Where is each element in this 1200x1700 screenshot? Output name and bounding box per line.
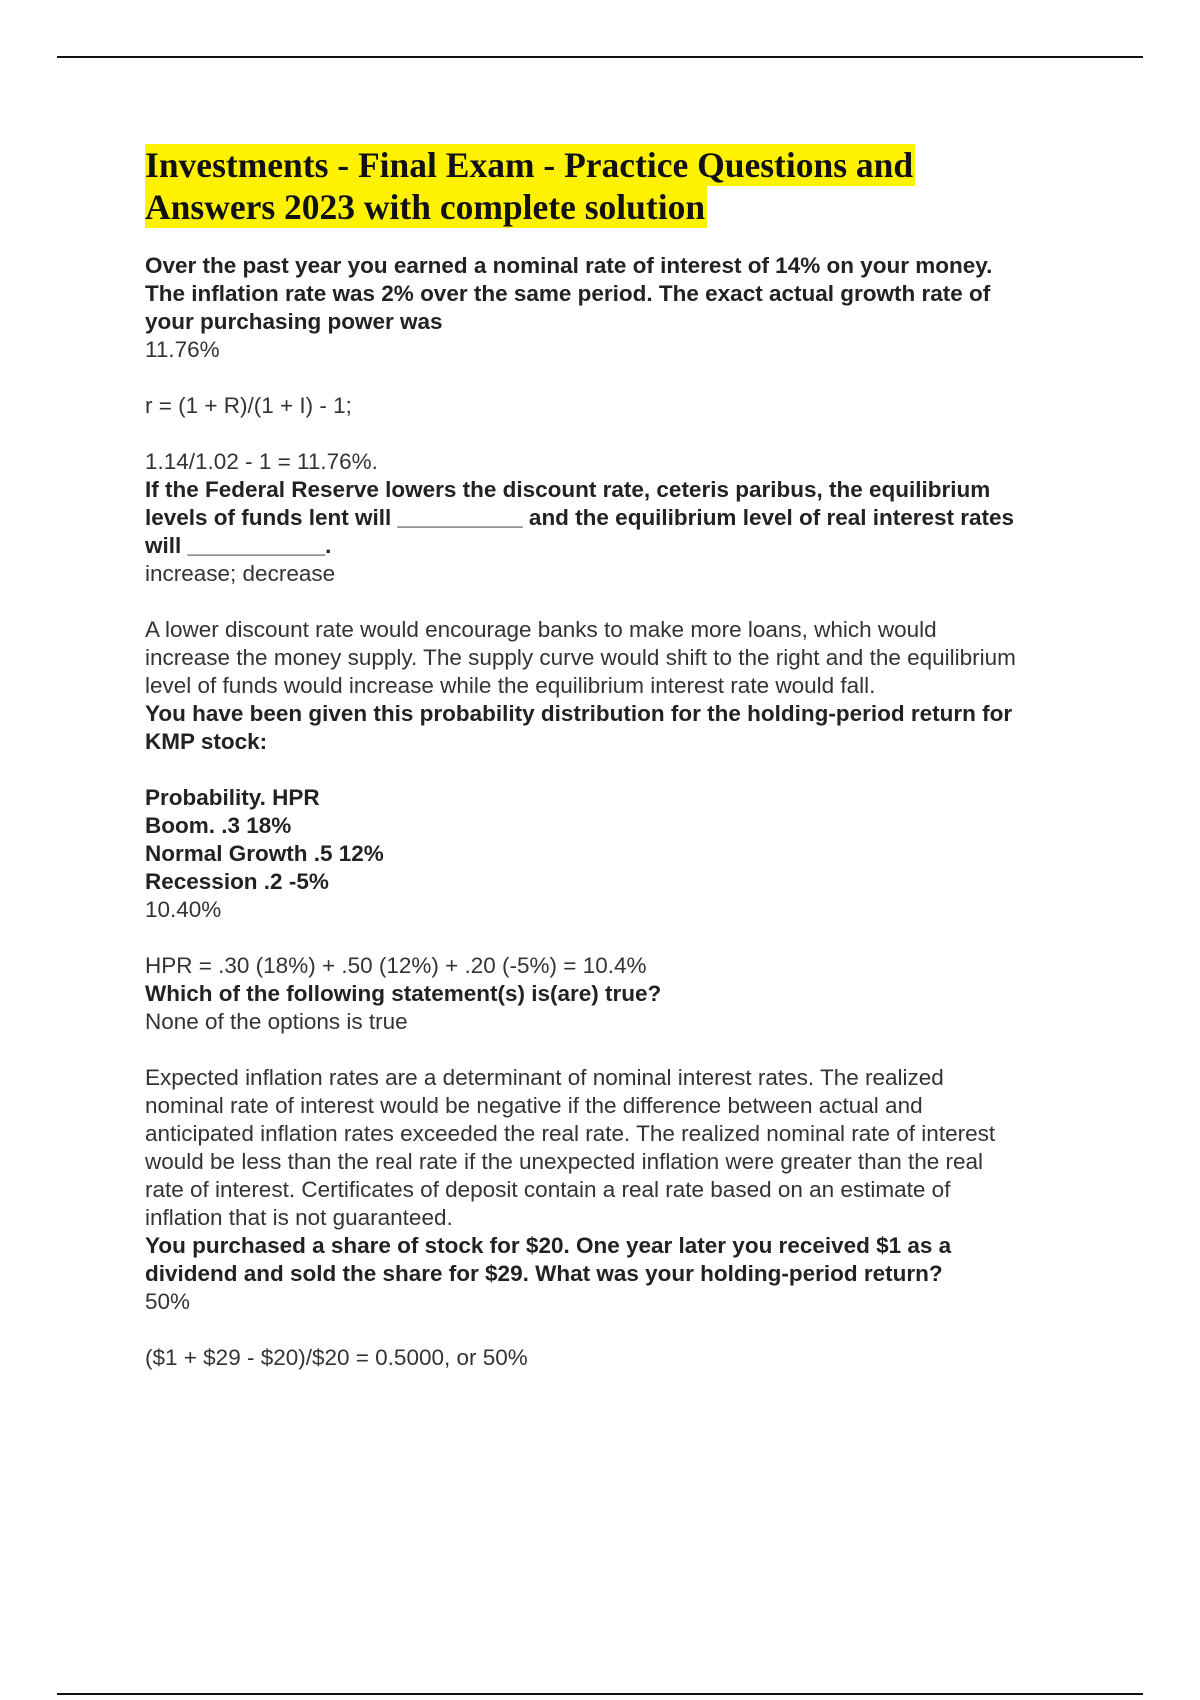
top-rule — [57, 56, 1143, 58]
explanation-5: ($1 + $29 - $20)/$20 = 0.5000, or 50% — [145, 1345, 528, 1370]
question-2 — [145, 476, 1090, 560]
question-1-line-1: Over the past year you earned a nominal rate of interest of 14% on your money. — [145, 253, 993, 278]
explanation-4 — [145, 1064, 1090, 1232]
question-4: Which of the following statement(s) is(are) true? — [145, 981, 662, 1006]
explanation-4-line-4: would be less than the real rate if the unexpected inflation were greater than the real — [145, 1149, 984, 1174]
explanation-3: HPR = .30 (18%) + .50 (12%) + .20 (-5%) = 10.4% — [145, 953, 647, 978]
document-title — [145, 144, 1090, 228]
explanation-2-line-3: level of funds would increase while the equilibrium interest rate would fall. — [145, 673, 876, 698]
explanation-4-line-3: anticipated inflation rates exceeded the real rate. The realized nominal rate of interest — [145, 1121, 996, 1146]
title-line-2: Answers 2023 with complete solution — [145, 187, 706, 227]
answer-2: increase; decrease — [145, 561, 336, 586]
question-2-line-1: If the Federal Reserve lowers the discount rate, ceteris paribus, the equilibrium — [145, 477, 991, 502]
qa-content — [145, 252, 1090, 1372]
question-5 — [145, 1232, 1090, 1288]
explanation-4-line-1: Expected inflation rates are a determinant of nominal interest rates. The realized — [145, 1065, 944, 1090]
explanation-4-line-6: inflation that is not guaranteed. — [145, 1205, 453, 1230]
bottom-rule — [57, 1693, 1143, 1695]
explanation-2-line-2: increase the money supply. The supply curve would shift to the right and the equilibrium — [145, 645, 1016, 670]
probability-row-recession: Recession .2 -5% — [145, 869, 329, 894]
answer-3: 10.40% — [145, 897, 222, 922]
explanation-4-line-5: rate of interest. Certificates of deposit contain a real rate based on an estimate of — [145, 1177, 951, 1202]
explanation-2-line-1: A lower discount rate would encourage banks to make more loans, which would — [145, 617, 937, 642]
question-1 — [145, 252, 1090, 336]
question-2-line-2: levels of funds lent will __________ and the equilibrium level of real interest rates — [145, 505, 1015, 530]
answer-1: 11.76% — [145, 337, 220, 362]
question-3-line-2: KMP stock: — [145, 729, 268, 754]
question-1-line-3: your purchasing power was — [145, 309, 443, 334]
probability-row-normal-growth: Normal Growth .5 12% — [145, 841, 384, 866]
question-5-line-2: dividend and sold the share for $29. What was your holding-period return? — [145, 1261, 943, 1286]
question-3 — [145, 700, 1090, 756]
answer-4: None of the options is true — [145, 1009, 408, 1034]
probability-table-header: Probability. HPR — [145, 785, 320, 810]
question-1-line-2: The inflation rate was 2% over the same period. The exact actual growth rate of — [145, 281, 991, 306]
answer-5: 50% — [145, 1289, 191, 1314]
title-line-1: Investments - Final Exam - Practice Questions and — [145, 145, 914, 185]
question-2-line-3: will ___________. — [145, 533, 332, 558]
explanation-1-calc: 1.14/1.02 - 1 = 11.76%. — [145, 449, 378, 474]
explanation-1-formula: r = (1 + R)/(1 + I) - 1; — [145, 393, 352, 418]
question-3-line-1: You have been given this probability distribution for the holding-period return for — [145, 701, 1013, 726]
document-page — [145, 144, 1090, 1372]
probability-row-boom: Boom. .3 18% — [145, 813, 292, 838]
question-5-line-1: You purchased a share of stock for $20. One year later you received $1 as a — [145, 1233, 952, 1258]
explanation-2 — [145, 616, 1090, 700]
probability-table — [145, 784, 1090, 896]
explanation-4-line-2: nominal rate of interest would be negative if the difference between actual and — [145, 1093, 923, 1118]
